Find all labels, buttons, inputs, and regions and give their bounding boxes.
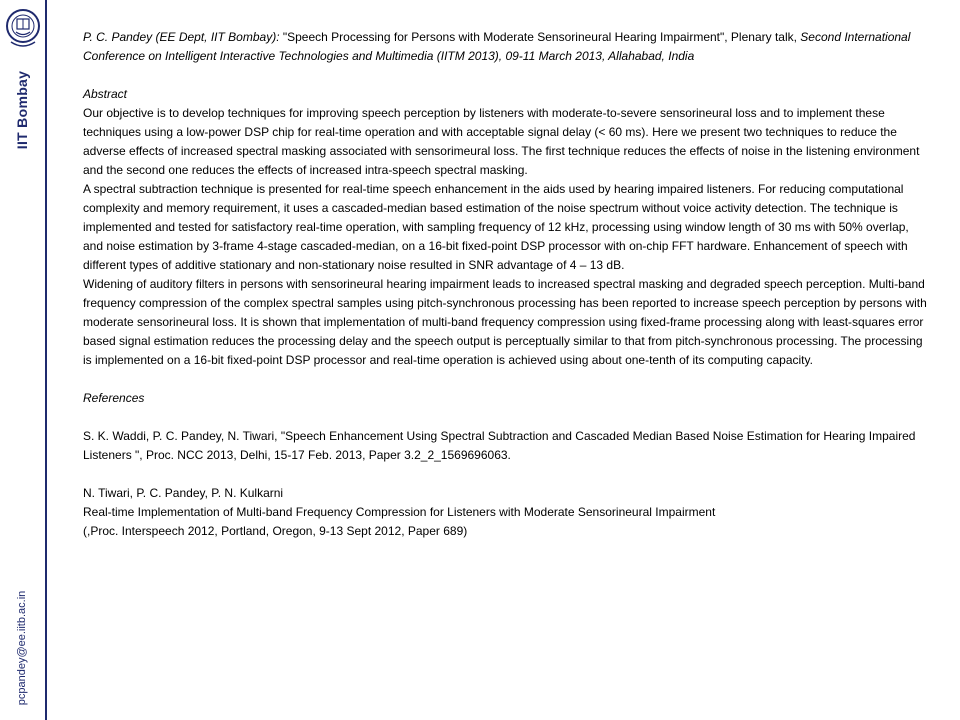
citation-author: P. C. Pandey (EE Dept, IIT Bombay): [83, 30, 280, 44]
abstract-paragraph-1: Our objective is to develop techniques for improving speech perception by listeners with moderate-to-severe sensorineural loss and to implement these techniques using a low-power DSP chip for real-time operation and with acceptable signal delay (< 60 ms). Here we present two techniques to reduce the adverse effects of increased spectral masking associated with sensorimeural loss. The first technique reduces the effects of noise in the listening environment and the second one reduces the effects of increased intra-speech spectral masking. [83, 106, 920, 177]
abstract-heading: Abstract [83, 87, 128, 101]
sidebar-title: IIT Bombay [14, 70, 30, 150]
sidebar [0, 0, 47, 720]
iit-bombay-logo-icon [5, 6, 41, 50]
abstract-paragraph-2: A spectral subtraction technique is presented for real-time speech enhancement in the aids used by hearing impaired listeners. For reducing computational complexity and memory requirement, it uses a cascaded-median based estimation of the noise spectrum without voice activity detection. The technique is implemented and tested for satisfactory real-time operation, with sampling frequency of 12 kHz, processing using window length of 30 ms with 50% overlap, and noise estimation by 3-frame 4-stage cascaded-median, on a 16-bit fixed-point DSP processor with on-chip FFT hardware. Enhancement of speech with different types of additive stationary and non-stationary noise resulted in SNR advantage of 4 – 13 dB. [83, 182, 909, 272]
citation-talk-title: "Speech Processing for Persons with Moderate Sensorineural Hearing Impairment", Plenary talk, [279, 30, 801, 44]
abstract-paragraph-3: Widening of auditory filters in persons with sensorineural hearing impairment leads to increased spectral masking and degraded speech perception. Multi-band frequency compression of the complex spectral samples using pitch-synchronous processing has been reported to increase speech perception by persons with moderate sensorineural loss. It is shown that implementation of multi-band frequency compression using fixed-frame processing along with least-squares error based signal estimation reduces the processing delay and the speech output is perceptually similar to that from pitch-synchronous processing. The processing is implemented on a 16-bit fixed-point DSP processor and real-time operation is achieved using about one-tenth of its computing capacity. [83, 277, 927, 367]
citation [83, 28, 929, 66]
reference-1: S. K. Waddi, P. C. Pandey, N. Tiwari, "Speech Enhancement Using Spectral Subtraction and Cascaded Median Based Noise Estimation for Hearing Impaired Listeners ", Proc. NCC 2013, Delhi, 15-17 Feb. 2013, Paper 3.2_2_1569696063. [83, 429, 916, 462]
reference-2-source: (,Proc. Interspeech 2012, Portland, Oregon, 9-13 Sept 2012, Paper 689) [83, 524, 468, 538]
references-heading: References [83, 391, 145, 405]
sidebar-email: pcpandey@ee.iitb.ac.in [16, 590, 28, 706]
slide-content [83, 28, 929, 541]
reference-2-authors: N. Tiwari, P. C. Pandey, P. N. Kulkarni [83, 486, 284, 500]
citation-venue: Second International Conference on Intelligent Interactive Technologies and Multimedia (IITM 2013), 09-11 March 2013, Allahabad, India [83, 30, 911, 63]
reference-2-title: Real-time Implementation of Multi-band Frequency Compression for Listeners with Moderate Sensorineural Impairment [83, 505, 716, 519]
